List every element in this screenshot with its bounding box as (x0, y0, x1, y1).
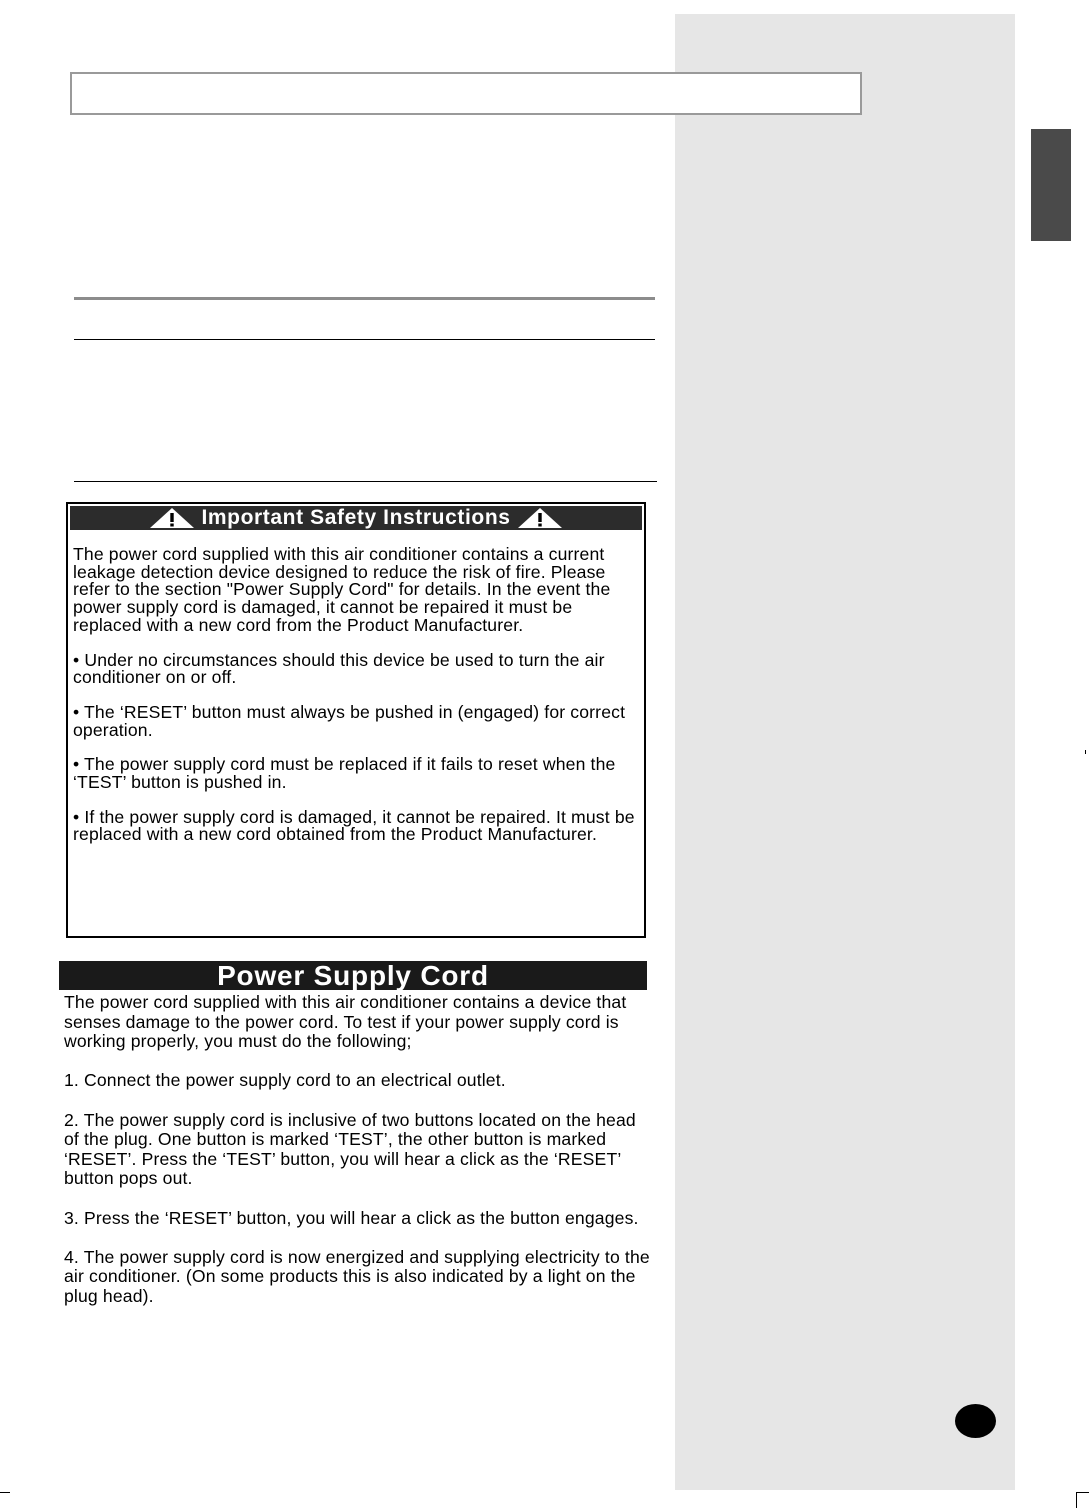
safety-paragraph: The power cord supplied with this air conditioner contains a current leakage detection device designed to reduce the risk of fire. Please refer to the section "Power Supply Cord" for details. In the event the power supply cord is damaged, it cannot be repaired it must be replaced with a new cord from the Product Manufacturer. (73, 544, 611, 635)
crop-mark (1085, 750, 1086, 754)
safety-body (73, 546, 639, 861)
divider-bottom (74, 481, 657, 482)
safety-bullet: • Under no circumstances should this device be used to turn the air conditioner on or off. (73, 649, 605, 688)
crop-mark (1076, 1492, 1077, 1508)
sidebar-panel (675, 14, 1015, 1490)
intro-paragraph: The power cord supplied with this air conditioner contains a device that senses damage to the power cord. To test if your power supply cord is working properly, you must do the following; (64, 992, 627, 1052)
warning-triangle-icon (149, 507, 195, 529)
step-item: 4. The power supply cord is now energized and supplying electricity to the air conditioner. (On some products this is also indicated by a light on the plug head). (64, 1246, 650, 1306)
step-item: 1. Connect the power supply cord to an electrical outlet. (64, 1070, 506, 1091)
page-number-circle (955, 1404, 996, 1438)
crop-mark (1077, 1492, 1089, 1493)
section-title-bar (59, 961, 647, 990)
divider-top (74, 297, 655, 300)
safety-bullet: • The ‘RESET’ button must always be pushed in (engaged) for correct operation. (73, 701, 626, 740)
safety-bullet: • The power supply cord must be replaced if it fails to reset when the ‘TEST’ button is pushed in. (73, 754, 616, 793)
warning-triangle-icon (517, 507, 563, 529)
safety-bullet: • If the power supply cord is damaged, it cannot be repaired. It must be replaced with a new cord obtained from the Product Manufacturer. (73, 806, 635, 845)
safety-instructions-box (66, 502, 646, 938)
step-item: 3. Press the ‘RESET’ button, you will hear a click as the button engages. (64, 1207, 639, 1228)
section-title: Power Supply Cord (217, 959, 489, 991)
section-tab (1031, 129, 1071, 241)
safety-title: Important Safety Instructions (201, 506, 511, 529)
divider-middle (74, 339, 655, 340)
step-item: 2. The power supply cord is inclusive of two buttons located on the head of the plug. One button is marked ‘TEST’, the other button is marked ‘RESET’. Press the ‘TEST’ button, you will hear a click as the ‘RESET’ button pops out. (64, 1109, 636, 1189)
safety-header (70, 506, 642, 530)
section-body (64, 993, 654, 1326)
page-header-box (70, 72, 862, 115)
crop-mark (0, 1492, 10, 1493)
